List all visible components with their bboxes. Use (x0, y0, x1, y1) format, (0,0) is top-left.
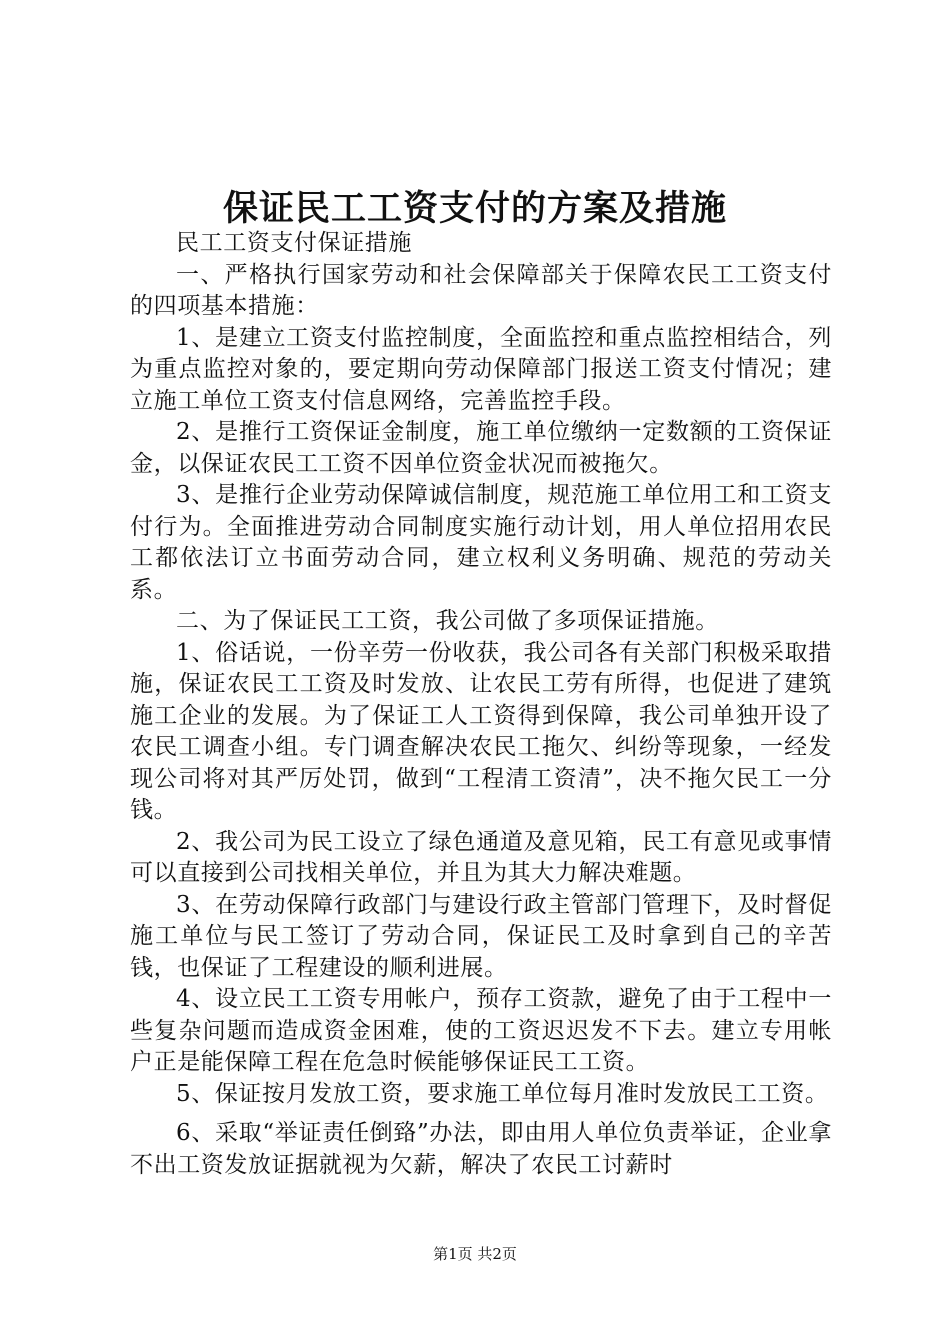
page-footer (0, 1244, 950, 1264)
document-body (130, 228, 832, 1181)
paragraph: 5、保证按月发放工资，要求施工单位每月准时发放民工工资。 (176, 1080, 829, 1107)
paragraph: 2、我公司为民工设立了绿色通道及意见箱，民工有意见或事情可以直接到公司找相关单位，并且为其大力解决难题。 (130, 828, 832, 886)
paragraph: 二、为了保证民工工资，我公司做了多项保证措施。 (176, 608, 719, 634)
paragraph: 一、严格执行国家劳动和社会保障部关于保障农民工工资支付的四项基本措施： (130, 261, 832, 319)
page-number: 第1页 (433, 1245, 473, 1263)
paragraph: 3、在劳动保障行政部门与建设行政主管部门管理下，及时督促施工单位与民工签订了劳动合同，保证民工及时拿到自己的辛苦钱，也保证了工程建设的顺利进展。 (130, 891, 832, 981)
paragraph: 6、采取“举证责任倒臵”办法，即由用人单位负责举证，企业拿不出工资发放证据就视为欠薪，解决了农民工讨薪时 (130, 1120, 832, 1178)
document-title: 保证民工工资支付的方案及措施 (222, 189, 727, 229)
paragraph: 4、设立民工工资专用帐户，预存工资款，避免了由于工程中一些复杂问题而造成资金困难，使的工资迟迟发不下去。建立专用帐户正是能保障工程在危急时候能够保证民工工资。 (130, 986, 832, 1075)
paragraph: 2、是推行工资保证金制度，施工单位缴纳一定数额的工资保证金，以保证农民工工资不因单位资金状况而被拖欠。 (130, 419, 832, 477)
paragraph: 1、是建立工资支付监控制度，全面监控和重点监控相结合，列为重点监控对象的，要定期向劳动保障部门报送工资支付情况；建立施工单位工资支付信息网络，完善监控手段。 (130, 324, 832, 414)
paragraph: 3、是推行企业劳动保障诚信制度，规范施工单位用工和工资支付行为。全面推进劳动合同制度实施行动计划，用人单位招用农民工都依法订立书面劳动合同，建立权利义务明确、规范的劳动关系。 (130, 482, 832, 603)
page-total: 共2页 (477, 1245, 517, 1263)
paragraph: 1、俗话说，一份辛劳一份收获，我公司各有关部门积极采取措施，保证农民工工资及时发放、让农民工劳有所得，也促进了建筑施工企业的发展。为了保证工人工资得到保障，我公司单独开设了农民工调查小组。专门调查解决农民工拖欠、纠纷等现象，一经发现公司将对其严厉处罚，做到“工程清工资清”，决不拖欠民工一分钱。 (130, 639, 832, 823)
paragraph: 民工工资支付保证措施 (176, 230, 412, 256)
